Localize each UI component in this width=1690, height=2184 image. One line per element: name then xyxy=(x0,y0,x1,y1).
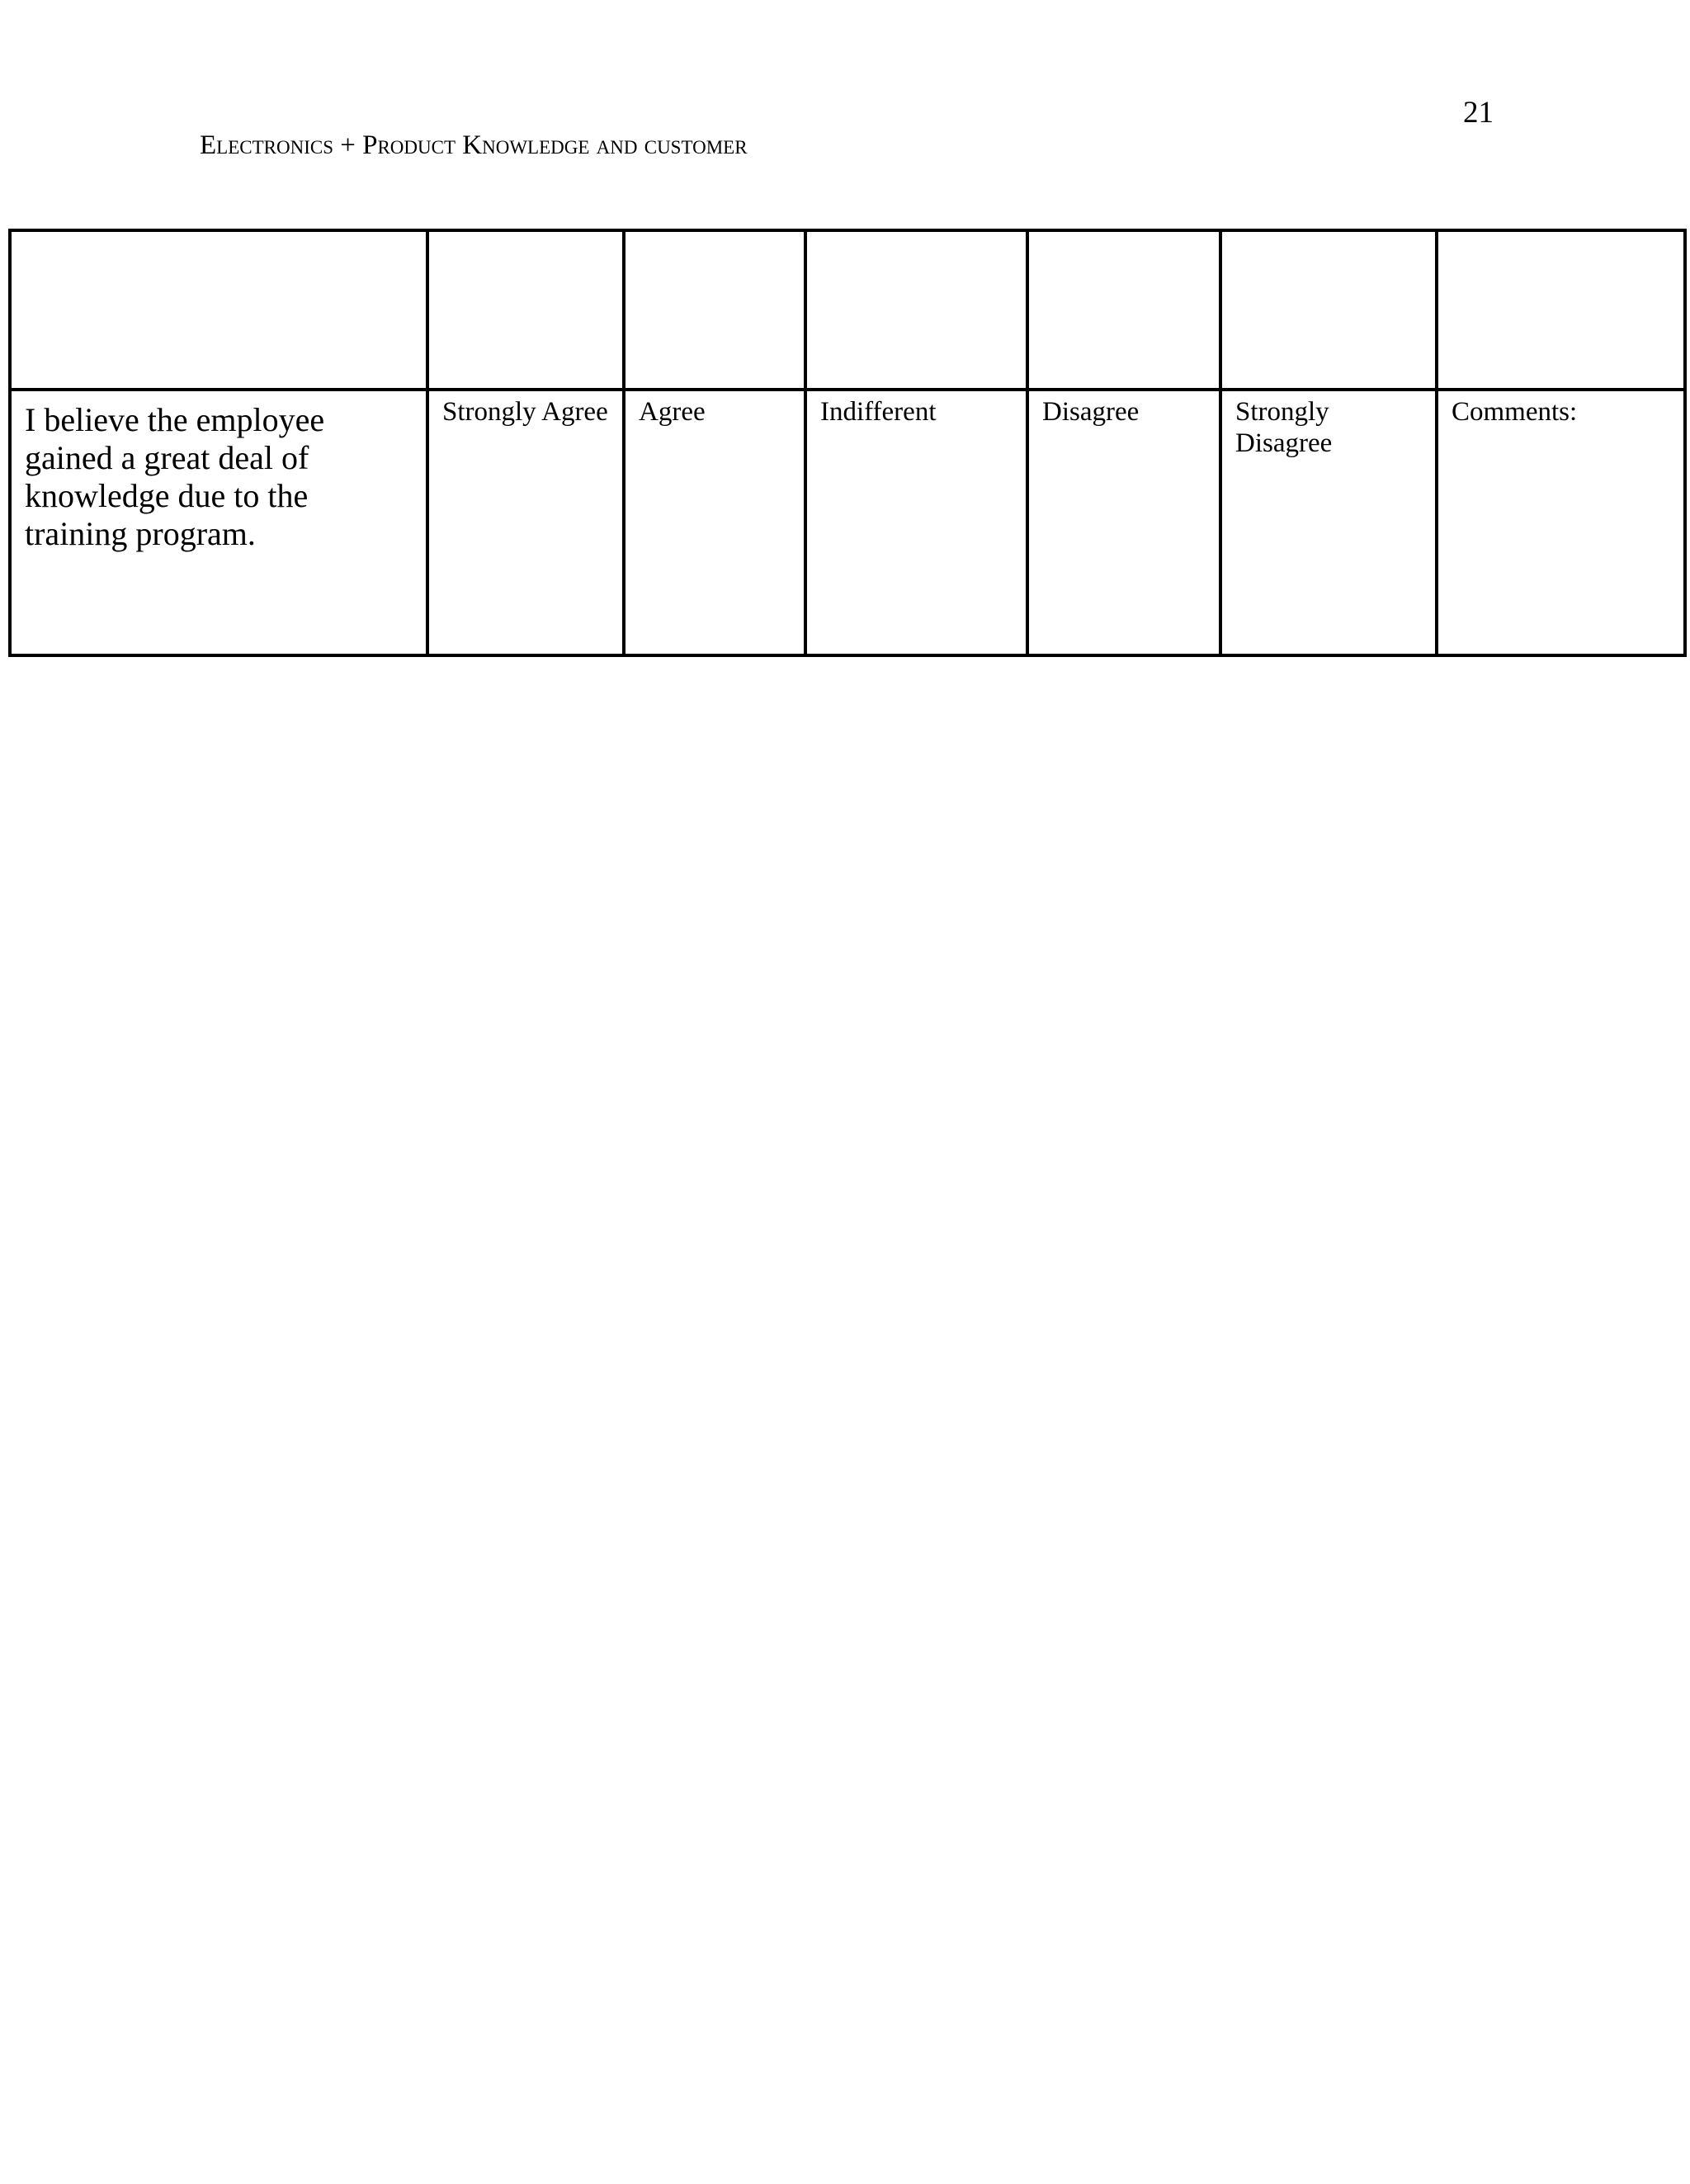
option-indifferent: Indifferent xyxy=(820,397,937,427)
option-cell-disagree[interactable] xyxy=(1027,390,1220,655)
blank-header-row xyxy=(10,230,1685,390)
option-strongly-agree: Strongly Agree xyxy=(442,397,608,427)
option-cell-strongly-agree[interactable] xyxy=(427,390,624,655)
option-agree: Agree xyxy=(639,397,706,427)
comments-cell[interactable] xyxy=(1437,390,1685,655)
blank-cell xyxy=(10,230,427,390)
survey-item-row xyxy=(10,390,1685,655)
blank-cell xyxy=(624,230,805,390)
option-disagree: Disagree xyxy=(1042,397,1140,427)
blank-cell xyxy=(1027,230,1220,390)
statement-cell xyxy=(10,390,427,655)
comments-label: Comments: xyxy=(1452,397,1578,427)
page-number: 21 xyxy=(1463,96,1494,130)
option-strongly-disagree: Strongly Disagree xyxy=(1235,397,1333,458)
blank-cell xyxy=(805,230,1027,390)
blank-cell xyxy=(1220,230,1437,390)
option-cell-strongly-disagree[interactable] xyxy=(1220,390,1437,655)
option-cell-agree[interactable] xyxy=(624,390,805,655)
survey-table xyxy=(8,229,1687,657)
running-head: Electronics + Product Knowledge and customer xyxy=(200,130,748,160)
blank-cell xyxy=(1437,230,1685,390)
blank-cell xyxy=(427,230,624,390)
option-cell-indifferent[interactable] xyxy=(805,390,1027,655)
statement-text: I believe the employee gained a great deal of knowledge due to the training program. xyxy=(25,401,325,552)
